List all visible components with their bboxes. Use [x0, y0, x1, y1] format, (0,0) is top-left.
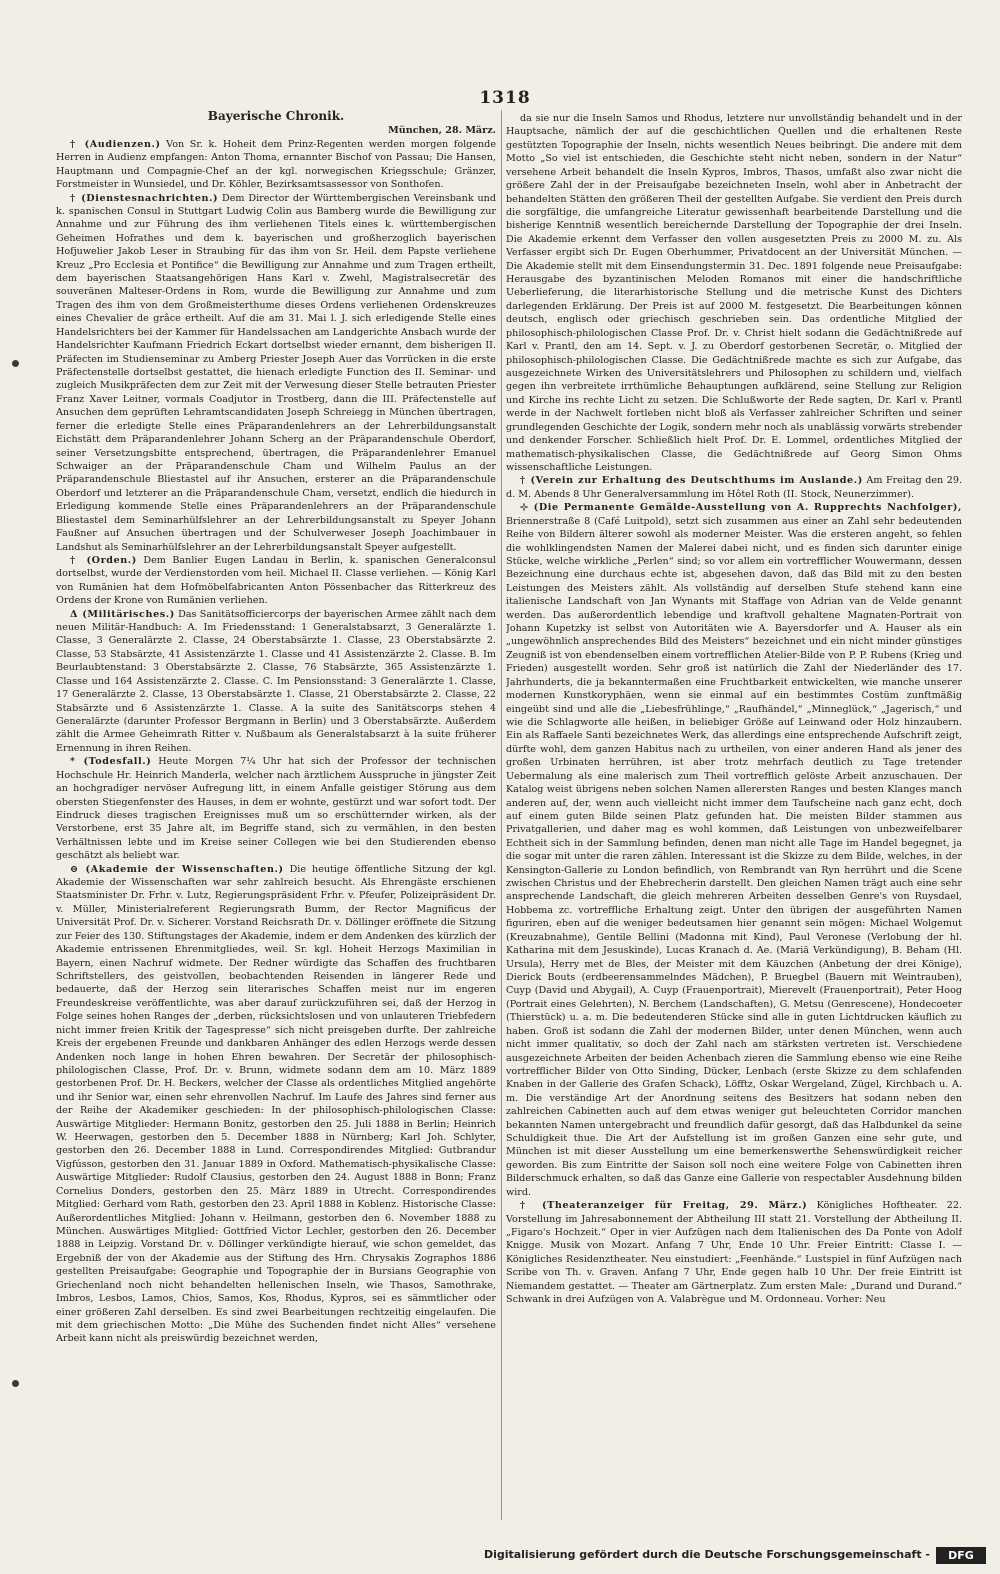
right-paragraphs [506, 112, 962, 1307]
article-heading: * (Todesfall.) [70, 756, 152, 768]
footer-credit: Digitalisierung gefördert durch die Deutsche Forschungsgemeinschaft - [483, 1548, 930, 1561]
article-heading: † (Audienzen.) [70, 138, 161, 150]
left-paragraphs [56, 138, 496, 1346]
article-paragraph [56, 138, 496, 192]
article-heading: † (Orden.) [70, 554, 137, 566]
article-paragraph [56, 608, 496, 756]
dfg-logo: DFG [936, 1547, 986, 1564]
column-divider [501, 110, 502, 1520]
article-text: Dem Banlier Eugen Landau in Berlin, k. spanischen Generalconsul dortselbst, wurde der Verdienstorden vom heil. Michael II. Classe verliehen. — König Karl von Rumänien hat dem Hofmöbelfabricanten Anton Pössenbacher das Ritterkreuz des Ordens der Krone von Rumänien verliehen. [56, 554, 496, 607]
dateline: München, 28. März. [388, 125, 496, 137]
article-paragraph [506, 501, 962, 1199]
article-heading: † (Theateranzeiger für Freitag, 29. März.) [520, 1200, 808, 1212]
article-paragraph [56, 192, 496, 554]
article-paragraph [506, 1199, 962, 1306]
article-text: Dem Director der Württembergischen Vereinsbank und k. spanischen Consul in Stuttgart Ludwig Colin aus Bamberg wurde die Bewilligung zur Annahme und zur Führung des ihm verliehenen Titels eines k. württembergischen Geheimen Hofrathes und dem k. bayerischen und großherzoglich bayerischen Hofjuwelier Jakob Leser in Straubing für das ihm von Sr. Heil. dem Papste verliehene Kreuz „Pro Ecclesia et Pontifice“ die Bewilligung zur Annahme und zum Tragen ertheilt, dem bayerischen Staatsangehörigen Hans Karl v. Zwehl, Magistralsecretär des souveränen Malteser-Ordens in Rom, wurde die Bewilligung zur Annahme und zum Tragen des ihm von dem Großmeisterthume dieses Ordens verliehenen Ordenskreuzes eines Chevalier de grâce ertheilt. Auf die am 31. Mai l. J. sich erledigende Stelle eines Handelsrichters bei der Kammer für Handelssachen am Landgerichte Ansbach wurde der Handelsrichter Kaufmann Friedrich Eckart dortselbst wieder ernannt, dem bisherigen II. Präfecten im Studienseminar zu Amberg Priester Joseph Auer das Vorrücken in die erste Präfectenstelle dortselbst gestattet, die hienach erledigte Function des II. Seminar- und zugleich Musikpräfecten dem zur Zeit mit der Verwesung dieser Stelle betrauten Priester Franz Xaver Leitner, vormals Coadjutor in Trostberg, dann die III. Präfectenstelle auf Ansuchen dem geprüften Lehramtscandidaten Joseph Schreiegg in München übertragen, ferner die erledigte Stelle eines Präparandenlehrers an der Lehrerbildungsanstalt Eichstätt dem Präparandenlehrer Johann Scherg an der Präparandenschule Oberdorf, seiner Versetzungsbitte entsprechend, übertragen, die Präparandenlehrer Emanuel Schwaiger an der Präparandenschule Cham und Wilhelm Paulus an der Präparandenschule Bliestastel auf ihr Ansuchen, ersterer an die Präparandenschule Oberdorf und letzterer an die Präparandenschule Cham, versetzt, endlich die hiedurch in Erledigung kommende Stelle eines Präparandenlehrers an der Präparandenschule Bliestastel dem Seminarhülfslehrer an der Lehrerbildungsanstalt zu Speyer Johann Faußner auf Ansuchen übertragen und der Schulverweser Joseph Joachimbauer in Landshut als Seminarhülfslehrer an der Lehrerbildungsanstalt Speyer aufgestellt. [56, 192, 496, 553]
article-text: Die heutige öffentliche Sitzung der kgl. Akademie der Wissenschaften war sehr zahlreich besucht. Als Ehrengäste erschienen Staatsminister Dr. Frhr. v. Lutz, Regierungspräsident Frhr. v. Pfeufer, Polizeipräsident Dr. v. Müller, Ministerialreferent Regierungsrath Bumm, der Rector Magnificus der Universität Prof. Dr. v. Sicherer. Vorstand Reichsrath Dr. v. Döllinger eröffnete die Sitzung zur Feier des 130. Stiftungstages der Akademie, indem er dem Andenken des kürzlich der Akademie entrissenen Ehrenmitgliedes, weil. Sr. kgl. Hoheit Herzogs Maximilian in Bayern, einen Nachruf widmete. Der Redner würdigte das Schaffen des fruchtbaren Schriftstellers, des geistvollen, beobachtenden Reisenden in längerer Rede und bedauerte, daß der Herzog sein literarisches Schaffen meist nur im engeren Freundeskreise veröffentlichte, was aber darauf zurückzuführen sei, daß der Herzog in Folge seines hohen Ranges der „derben, rücksichtslosen und von unlauteren Triebfedern nicht immer freien Kritik der Tagespresse“ sich nicht preisgeben durfte. Der zahlreiche Kreis der ergebenen Freunde und dankbaren Anhänger des edlen Herzogs werde dessen Andenken noch lange in hohen Ehren bewahren. Der Secretär der philosophisch-philologischen Classe, Prof. Dr. v. Brunn, widmete sodann dem am 10. März 1889 gestorbenen Prof. Dr. H. Beckers, welcher der Classe als ordentliches Mitglied angehörte und ihr Senior war, einen sehr ehrenvollen Nachruf. Im Laufe des Jahres sind ferner aus der Reihe der Akademiker geschieden: In der philosophisch-philologischen Classe: Auswärtige Mitglieder: Hermann Bonitz, gestorben den 25. Juli 1888 in Berlin; Heinrich W. Heerwagen, gestorben den 5. December 1888 in Nürnberg; Karl Joh. Schlyter, gestorben den 26. December 1888 in Lund. Correspondirendes Mitglied: Gutbrandur Vigfússon, gestorben den 31. Januar 1889 in Oxford. Mathematisch-physikalische Classe: Auswärtige Mitglieder: Rudolf Clausius, gestorben den 24. August 1888 in Bonn; Franz Cornelius Donders, gestorben den 25. März 1889 in Utrecht. Correspondirendes Mitglied: Gerhard vom Rath, gestorben den 23. April 1888 in Koblenz. Historische Classe: Außerordentliches Mitglied: Johann v. Heilmann, gestorben den 6. November 1888 zu München. Auswärtiges Mitglied: Gottfried Victor Lechler, gestorben den 26. December 1888 in Leipzig. Vorstand Dr. v. Döllinger verkündigte hierauf, wie schon gemeldet, das Ergebniß der von der Akademie aus der Stiftung des Hrn. Chrysakis Zographos 1886 gestellten Preisaufgabe: Geographie und Topographie der in Bursians Geographie von Griechenland noch nicht behandelten hellenischen Inseln, wie Thasos, Samothrake, Imbros, Lesbos, Lamos, Chios, Samos, Kos, Rhodus, Kypros, sei es sämmtlicher oder einer größeren Zahl derselben. Es sind zwei Bearbeitungen rechtzeitig eingelaufen. Die mit dem griechischen Motto: „Die Mühe des Suchenden findet nicht Alles“ versehene Arbeit kann nicht als preiswürdig bezeichnet werden, [56, 863, 496, 1345]
binding-hole [12, 360, 19, 367]
footer [0, 1547, 1000, 1567]
page-number: 1318 [479, 88, 531, 108]
left-column [56, 110, 496, 1525]
article-paragraph [56, 554, 496, 608]
article-text: da sie nur die Inseln Samos und Rhodus, letztere nur unvollständig behandelt und in der Hauptsache, nämlich der auf die geschichtlichen Quellen und die erhaltenen Reste gestützten Topographie der Inseln, nichts wesentlich Neues beibringt. Die andere mit dem Motto „So viel ist entschieden, die Geschichte steht nicht neben, sondern in der Natur“ versehene Arbeit behandelt die Inseln Kypros, Imbros, Thasos, umfaßt also zwar nicht die größere Zahl der in der Preisaufgabe bezeichneten Inseln, wohl aber in Anbetracht der behandelten Stätten den größeren Theil der gestellten Aufgabe. Sie verdient den Preis durch die sorgfältige, die umfangreiche Literatur gewissenhaft bearbeitende Darstellung und die bisherige Kenntniß wesentlich bereichernde Darstellung der Topographie der drei Inseln. Die Akademie erkennt dem Verfasser den vollen ausgesetzten Preis zu 2000 M. zu. Als Verfasser ergibt sich Dr. Eugen Oberhummer, Privatdocent an der Universität München. — Die Akademie stellt mit dem Einsendungstermin 31. Dec. 1891 folgende neue Preisaufgabe: Herausgabe des byzantinischen Meloden Romanos mit einer die handschriftliche Ueberlieferung, die literarhistorische Stellung und die metrische Kunst des Dichters darlegenden Erklärung. Der Preis ist auf 2000 M. festgesetzt. Die Bearbeitungen können deutsch, englisch oder griechisch geschrieben sein. Das ordentliche Mitglied der philosophisch-philologischen Classe Prof. Dr. v. Christ hielt sodann die Gedächtnißrede auf Karl v. Prantl, den am 14. Sept. v. J. zu Oberdorf gestorbenen Secretär, o. Mitglied der philosophisch-philologischen Classe. Die Gedächtnißrede machte es sich zur Aufgabe, das ausgezeichnete Wirken des Universitätslehrers und Philosophen zu schildern und, vielfach gegen ihn verbreitete irrthümliche Behauptungen aufklärend, seine Stellung zur Religion und Kirche ins rechte Licht zu setzen. Die Schlußworte der Rede sagten, Dr. Karl v. Prantl werde in der Nachwelt fortleben nicht bloß als Verfasser zahlreicher Schriften und seiner grundlegenden Geschichte der Logik, sondern mehr noch als unablässig vorwärts strebender und denkender Forscher. Schließlich hielt Prof. Dr. E. Lommel, ordentliches Mitglied der mathematisch-physikalischen Classe, die Gedächtnißrede auf Georg Simon Ohms wissenschaftliche Leistungen. [506, 113, 962, 473]
article-paragraph [56, 755, 496, 862]
binding-hole [12, 1380, 19, 1387]
article-text: Von Sr. k. Hoheit dem Prinz-Regenten werden morgen folgende Herren in Audienz empfangen: Anton Thoma, ernannter Bischof von Passau; Die Hansen, Hauptmann und Compagnie-Chef an der kgl. norwegischen Kriegsschule; Gränzer, Forstmeister in Wunsiedel, und Dr. Köhler, Bezirksamtsassessor von Sonthofen. [56, 138, 496, 191]
article-text: Königliches Hoftheater. 22. Vorstellung im Jahresabonnement der Abtheilung III statt 21. Vorstellung der Abtheilung II. „Figaro's Hochzeit.“ Oper in vier Aufzügen nach dem Italienischen des Da Ponte von Adolf Knigge. Musik von Mozart. Anfang 7 Uhr, Ende 10 Uhr. Freier Eintritt: Classe I. — Königliches Residenztheater. Neu einstudiert: „Feenhände.“ Lustspiel in fünf Aufzügen nach Scribe von Th. v. Graven. Anfang 7 Uhr, Ende gegen halb 10 Uhr. Der freie Eintritt ist Niemandem gestattet. — Theater am Gärtnerplatz. Zum ersten Male: „Durand und Durand.“ Schwank in drei Aufzügen von A. Valabrègue und M. Ordonneau. Vorher: Neu [506, 1200, 962, 1306]
article-paragraph [506, 112, 962, 474]
article-text: Am Freitag den 29. d. M. Abends 8 Uhr Generalversammlung im Hôtel Roth (II. Stock, Neunerzimmer). [506, 475, 962, 500]
section-title: Bayerische Chronik. [207, 110, 345, 123]
article-heading: ⊖ (Akademie der Wissenschaften.) [70, 863, 284, 875]
article-heading: † (Verein zur Erhaltung des Deutschthums im Auslande.) [520, 475, 863, 487]
article-paragraph [506, 474, 962, 501]
article-paragraph [56, 863, 496, 1346]
article-text: Briennerstraße 8 (Café Luitpold), setzt sich zusammen aus einer an Zahl sehr bedeutenden Reihe von Bildern älterer sowohl als moderner Meister. Was die ersteren angeht, so fehlen die wohlklingendsten Namen der Malerei dabei nicht, und es finden sich darunter einige Stücke, welche wirkliche „Perlen“ sind; so vor allem ein vortrefflicher Wouwermann, dessen Bezeichnung eine durchaus echte ist, abgesehen davon, daß das Bild mit zu den besten Leistungen des Meisters zählt. Als vollständig auf derselben Stufe stehend kann eine italienische Landschaft von Jan Wynants mit Staffage von Adrian van de Velde genannt werden. Das außerordentlich lebendige und kraftvoll gehaltene Magnaten-Portrait von Johann Kupetzky ist selbst von Autoritäten wie A. Bayersdorfer und A. Hauser als ein „ungewöhnlich ansprechendes Bild des Meisters“ bezeichnet und ein nicht minder günstiges Zeugniß ist von ebendenselben einem vortrefflichen Atelier-Bilde von P. P. Rubens (Krieg und Frieden) ausgestellt worden. Sehr groß ist natürlich die Zahl der Niederländer des 17. Jahrhunderts, die ja bekanntermaßen eine Fruchtbarkeit entwickelten, wie manche unserer modernen Kunstkoryphäen, wenn sie einmal auf ein bestimmtes Costüm zunftmäßig eingeübt sind und alle die „Liebesfrühlinge,“ „Raufhändel,“ „Minneglück,“ „Jagerisch,“ und wie die Schlagworte alle heißen, in beliebiger Größe auf Leinwand oder Holz hinzaubern. Ein als Raffaele Santi bezeichnetes Werk, das allerdings eine entsprechende Aufschrift zeigt, dürfte wohl, dem ganzen Habitus nach zu urtheilen, von einer anderen Hand als jener des großen Urbinaten herrühren, ist aber trotz mehrfach deutlich zu Tage tretender Uebermalung als eine malerisch zum Theil vortrefflich gelöste Arbeit anzuschauen. Der Katalog weist übrigens neben solchen Namen allerersten Ranges und besten Klanges manch anderen auf, der, wenn auch vielleicht nicht immer dem Taufscheine nach ganz echt, doch auf einem guten Bilde seinen Platz gefunden hat. Die meisten Bilder stammen aus Privatgallerien, und daher mag es wohl kommen, daß Leistungen von unbezweifelbarer Echtheit sich in der Sammlung befinden, denen man nicht alle Tage im Handel begegnet, ja die sogar mit unter die raren zählen. Interessant ist die Skizze zu dem Bilde, welches, in der Kensington-Gallerie zu London befindlich, von Rembrandt van Ryn herrührt und die Scene zwischen Christus und der Ehebrecherin darstellt. Den gleichen Namen trägt auch eine sehr ansprechende Landschaft, die gleich mehreren Arbeiten desselben Genre's von Ruysdael, Hobbema zc. vortreffliche Erhaltung zeigt. Unter den übrigen der ausgeführten Namen figuriren, eben auf die weniger bedeutsamen hier genannt sein mögen: Michael Wolgemut (Kreuzabnahme), Gentile Bellini (Madonna mit Kind), Paul Veronese (Verlobung der hl. Katharina mit dem Jesuskinde), Lucas Kranach d. Ae. (Mariä Verkündigung), B. Beham (Hl. Ursula), Herry met de Bles, der Meister mit dem Käuzchen (Anbetung der drei Könige), Dierick Bouts (erdbeerensammelndes Mädchen), P. Bruegbel (Bauern mit Weintrauben), Cuyp (David und Abygail), A. Cuyp (Frauenportrait), Mierevelt (Frauenportrait), Peter Hoog (Portrait eines Gelehrten), N. Berchem (Landschaften), G. Metsu (Genrescene), Hondecoeter (Thierstück) u. a. m. Die bedeutenderen Stücke sind alle in guten Lichtdrucken käuflich zu haben. Groß ist sodann die Zahl der modernen Bilder, unter denen München, wenn auch nicht immer qualitativ, so doch der Zahl nach am stärksten vertreten ist. Verschiedene ausgezeichnete Arbeiten der beiden Achenbach zieren die Sammlung ebenso wie eine Reihe vortrefflicher Bilder von Otto Sinding, Dücker, Lenbach (erste Skizze zu dem schlafenden Knaben in der Gallerie des Grafen Schack), Löfftz, Oskar Wergeland, Zügel, Kirchbach u. A. m. Die verständige Art der Anordnung seitens des Besitzers hat sodann neben den zahlreichen Cabinetten auch auf dem etwas weniger gut beleuchteten Corridor manchen bekannten Namen untergebracht und freundlich dafür gesorgt, daß das Halbdunkel da seine Schuldigkeit thue. Die Art der Aufstellung ist im großen Ganzen eine sehr gute, und München ist mit dieser Ausstellung um eine bemerkenswerthe Sehenswürdigkeit reicher geworden. Bis zum Eintritte der Saison soll noch eine weitere Folge von Cabinetten ihren Bilderschmuck erhalten, so daß das Ganze eine Gallerie von respectabler Ausdehnung bilden wird. [506, 515, 962, 1198]
article-text: Heute Morgen 7¼ Uhr hat sich der Professor der technischen Hochschule Hr. Heinrich Manderla, welcher nach ärztlichem Ausspruche in jüngster Zeit an hochgradiger nervöser Aufregung litt, in einem Anfalle geistiger Störung aus dem obersten Stiegenfenster des Hauses, in dem er wohnte, gestürzt und war sofort todt. Der Eindruck dieses tragischen Ereignisses muß um so erschütternder wirken, als der Verstorbene, erst 35 Jahre alt, im Begriffe stand, sich zu vermählen, in den besten Verhältnissen lebte und im Kreise seiner Collegen wie bei den Studierenden ebenso geschätzt als beliebt war. [56, 756, 496, 862]
article-heading: Δ (Militärisches.) [70, 608, 175, 620]
article-text: Das Sanitätsofficiercorps der bayerischen Armee zählt nach dem neuen Militär-Handbuch: A. Im Friedensstand: 1 Generalstabsarzt, 3 Generalärzte 1. Classe, 3 Generalärzte 2. Classe, 24 Oberstabsärzte 1. Classe, 23 Oberstabsärzte 2. Classe, 53 Stabsärzte, 41 Assistenzärzte 1. Classe und 41 Assistenzärzte 2. Classe. B. Im Beurlaubtenstand: 3 Oberstabsärzte 2. Classe, 76 Stabsärzte, 365 Assistenzärzte 1. Classe und 164 Assistenzärzte 2. Classe. C. Im Pensionsstand: 3 Generalärzte 1. Classe, 17 Generalärzte 2. Classe, 13 Oberstabsärzte 1. Classe, 21 Oberstabsärzte 2. Classe, 22 Stabsärzte und 6 Assistenzärzte 1. Classe. A la suite des Sanitätscorps stehen 4 Generalärzte (darunter Professor Bergmann in Berlin) und 3 Oberstabsärzte. Außerdem zählt die Armee Geheimrath Ritter v. Nußbaum als Generalstabsarzt à la suite früherer Ernennung in ihren Reihen. [56, 608, 496, 754]
article-heading: ⊹ (Die Permanente Gemälde-Ausstellung von A. Rupprechts Nachfolger), [520, 502, 962, 514]
article-heading: † (Dienstesnachrichten.) [70, 192, 219, 204]
right-column [506, 112, 962, 1527]
